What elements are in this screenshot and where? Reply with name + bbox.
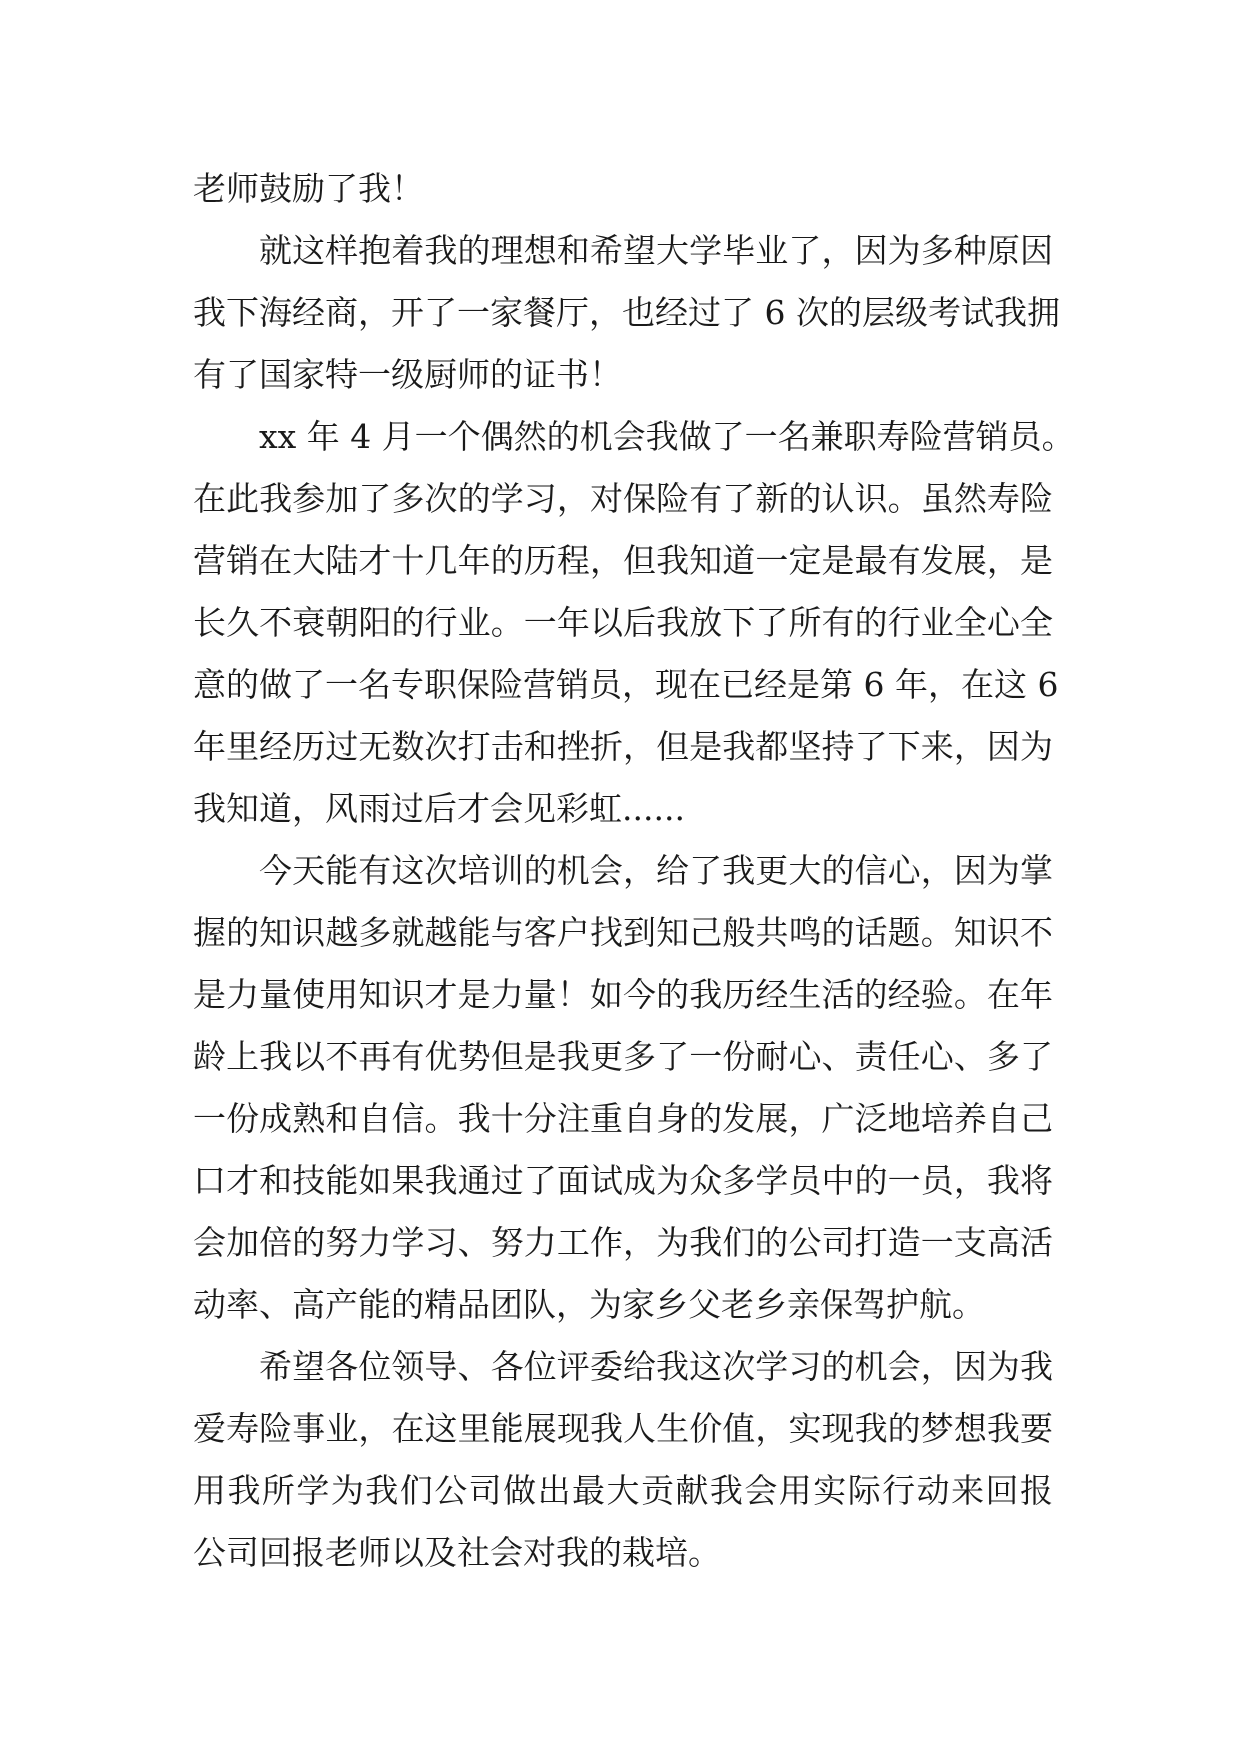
- text-line: 会加倍的努力学习、努力工作，为我们的公司打造一支高活: [193, 1223, 1053, 1262]
- paragraph-first-line: 希望各位领导、各位评委给我这次学习的机会，因为我: [259, 1347, 1053, 1386]
- paragraph-first-line: xx 年 4 月一个偶然的机会我做了一名兼职寿险营销员。: [259, 417, 1075, 456]
- text-line: 意的做了一名专职保险营销员，现在已经是第 6 年，在这 6: [193, 665, 1059, 704]
- text-line: 握的知识越多就越能与客户找到知己般共鸣的话题。知识不: [193, 913, 1053, 952]
- paragraph-first-line: 今天能有这次培训的机会，给了我更大的信心，因为掌: [259, 851, 1053, 890]
- text-line: 动率、高产能的精品团队，为家乡父老乡亲保驾护航。: [193, 1285, 985, 1324]
- text-line: 我知道，风雨过后才会见彩虹......: [193, 789, 685, 828]
- text-line: 口才和技能如果我通过了面试成为众多学员中的一员，我将: [193, 1161, 1053, 1200]
- text-line: 老师鼓励了我！: [193, 169, 424, 208]
- text-line: 营销在大陆才十几年的历程，但我知道一定是最有发展，是: [193, 541, 1053, 580]
- text-line: 龄上我以不再有优势但是我更多了一份耐心、责任心、多了: [193, 1037, 1053, 1076]
- text-line: 一份成熟和自信。我十分注重自身的发展，广泛地培养自己: [193, 1099, 1053, 1138]
- text-line: 在此我参加了多次的学习，对保险有了新的认识。虽然寿险: [193, 479, 1053, 518]
- text-line: 有了国家特一级厨师的证书！: [193, 355, 622, 394]
- text-line: 公司回报老师以及社会对我的栽培。: [193, 1533, 721, 1572]
- text-line: 用我所学为我们公司做出最大贡献我会用实际行动来回报: [193, 1471, 1053, 1510]
- text-line: 爱寿险事业，在这里能展现我人生价值，实现我的梦想我要: [193, 1409, 1053, 1448]
- text-line: 我下海经商，开了一家餐厅，也经过了 6 次的层级考试我拥: [193, 293, 1060, 332]
- text-line: 长久不衰朝阳的行业。一年以后我放下了所有的行业全心全: [193, 603, 1053, 642]
- text-line: 是力量使用知识才是力量！如今的我历经生活的经验。在年: [193, 975, 1053, 1014]
- body-text: [193, 158, 1075, 1584]
- text-line: 年里经历过无数次打击和挫折，但是我都坚持了下来，因为: [193, 727, 1053, 766]
- paragraph-first-line: 就这样抱着我的理想和希望大学毕业了，因为多种原因: [259, 231, 1053, 270]
